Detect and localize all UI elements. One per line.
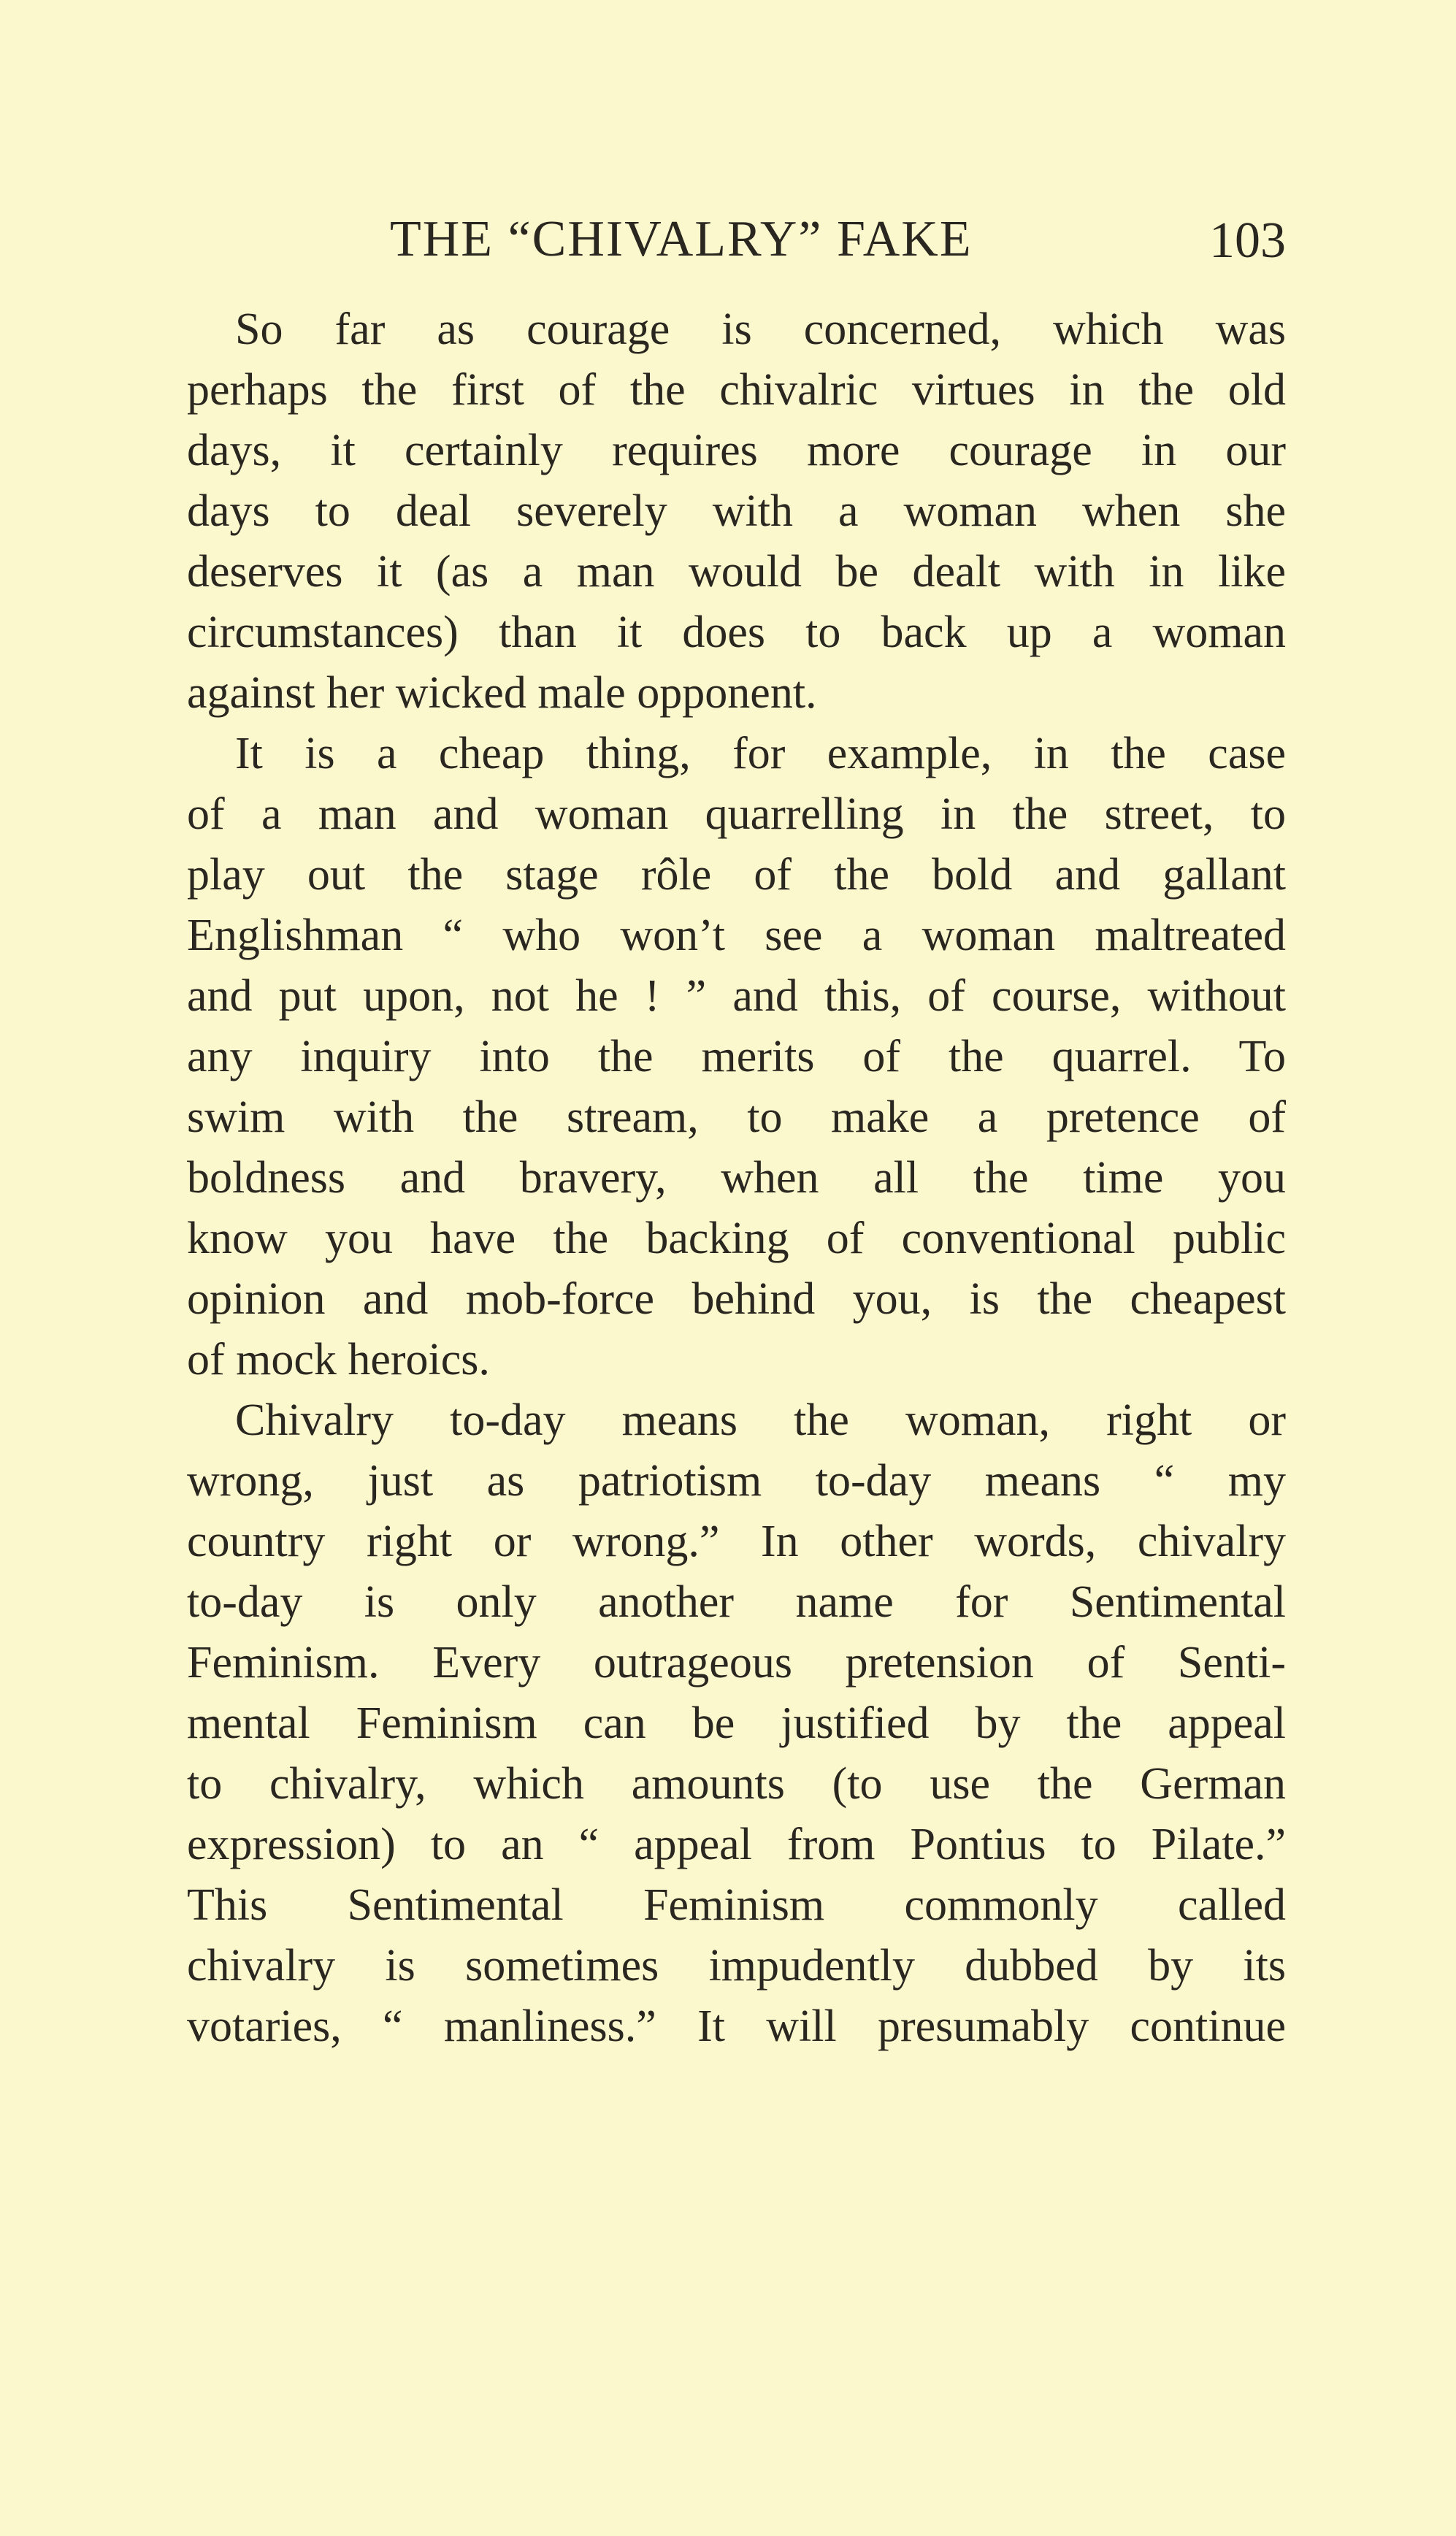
text-line: against her wicked male opponent. — [187, 668, 817, 718]
text-line: This Sentimental Feminism commonly called — [187, 1880, 1286, 1930]
text-line: to-day is only another name for Sentimental — [187, 1577, 1286, 1627]
text-line: swim with the stream, to make a pretence of — [187, 1092, 1286, 1142]
text-line: know you have the backing of conventional public — [187, 1214, 1286, 1263]
text-line: So far as courage is concerned, which was — [235, 304, 1286, 354]
text-line: of mock heroics. — [187, 1335, 490, 1384]
paragraph-3 — [187, 1390, 1286, 2057]
text-line: perhaps the first of the chivalric virtues in the old — [187, 365, 1286, 415]
text-line: chivalry is sometimes impudently dubbed by its — [187, 1941, 1286, 1991]
text-line: and put upon, not he ! ” and this, of course, without — [187, 971, 1286, 1021]
text-line: circumstances) than it does to back up a woman — [187, 608, 1286, 657]
text-line: days to deal severely with a woman when she — [187, 486, 1286, 536]
text-line: It is a cheap thing, for example, in the case — [235, 729, 1286, 778]
text-line: expression) to an “ appeal from Pontius to Pilate.” — [187, 1820, 1286, 1869]
text-line: mental Feminism can be justified by the appeal — [187, 1698, 1286, 1748]
text-line: play out the stage rôle of the bold and gallant — [187, 850, 1286, 900]
text-line: to chivalry, which amounts (to use the German — [187, 1759, 1286, 1809]
text-line: Englishman “ who won’t see a woman maltreated — [187, 911, 1286, 960]
text-line: of a man and woman quarrelling in the street, to — [187, 789, 1286, 839]
text-line: wrong, just as patriotism to-day means “ my — [187, 1456, 1286, 1506]
text-line: opinion and mob-force behind you, is the cheapest — [187, 1274, 1286, 1324]
running-head — [187, 203, 1286, 276]
body-text — [187, 299, 1286, 2057]
running-title: THE “CHIVALRY” FAKE — [390, 211, 973, 267]
text-line: votaries, “ manliness.” It will presumably continue — [187, 2001, 1286, 2051]
text-line: any inquiry into the merits of the quarrel. To — [187, 1032, 1286, 1081]
paragraph-2 — [187, 724, 1286, 1390]
page-number: 103 — [1209, 212, 1286, 269]
text-line: Feminism. Every outrageous pretension of Senti- — [187, 1638, 1286, 1688]
text-line: days, it certainly requires more courage in our — [187, 426, 1286, 475]
text-line: Chivalry to-day means the woman, right or — [235, 1395, 1286, 1445]
text-line: boldness and bravery, when all the time you — [187, 1153, 1286, 1203]
paragraph-1 — [187, 299, 1286, 724]
text-line: country right or wrong.” In other words, chivalry — [187, 1517, 1286, 1566]
text-line: deserves it (as a man would be dealt with in like — [187, 547, 1286, 597]
